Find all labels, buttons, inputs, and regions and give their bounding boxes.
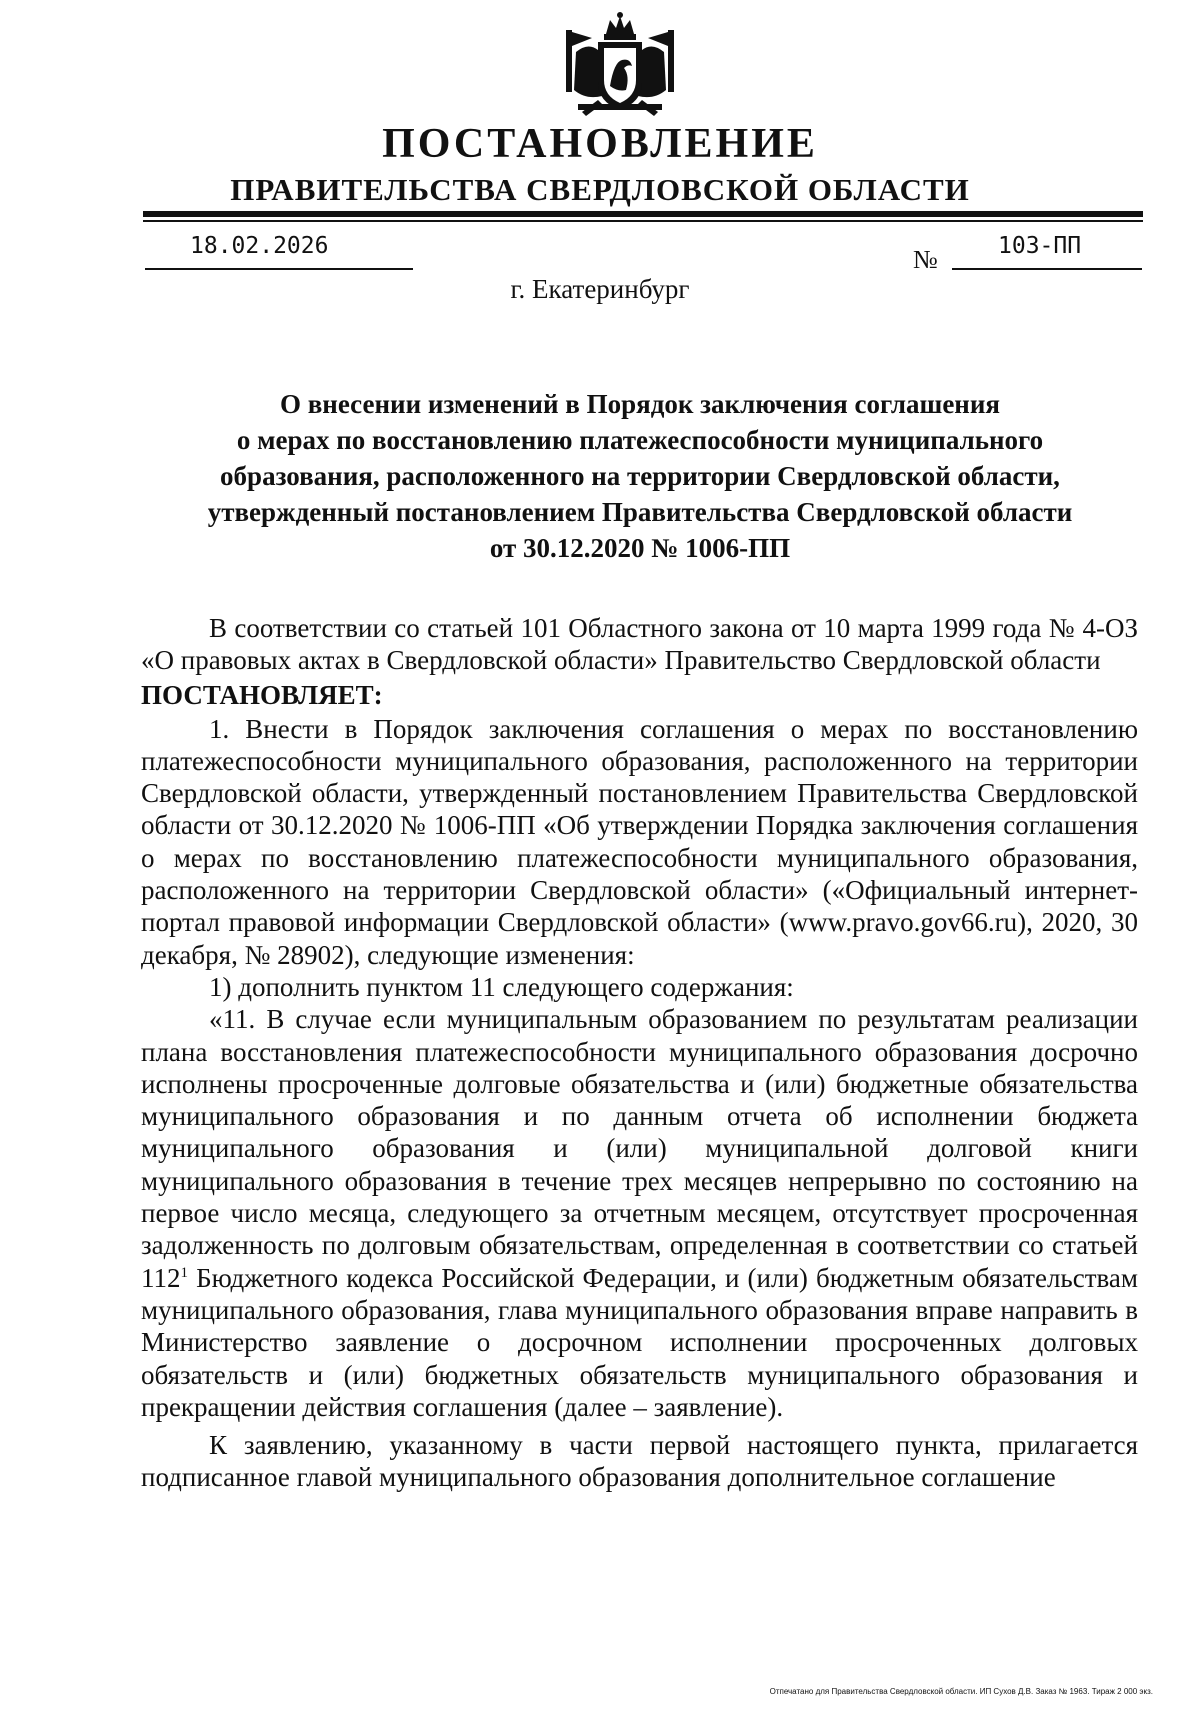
coat-of-arms-icon	[558, 12, 682, 120]
printing-imprint: Отпечатано для Правительства Свердловской области. ИП Сухов Д.В. Заказ № 1963. Тираж 2 000 экз.	[769, 1687, 1153, 1696]
document-body	[141, 612, 1138, 1494]
heading-line: образования, расположенного на территории Свердловской области,	[220, 461, 1060, 491]
document-date: 18.02.2026	[190, 233, 329, 259]
heading-line: от 30.12.2020 № 1006-ПП	[489, 533, 791, 563]
header-rule-thin	[143, 220, 1143, 222]
closing-paragraph: К заявлению, указанному в части первой настоящего пункта, прилагается подписанное главой муниципального образования дополнительное соглашение	[141, 1430, 1138, 1493]
number-field	[952, 232, 1142, 270]
document-heading	[140, 386, 1140, 566]
point-11-text: «11. В случае если муниципальным образованием по результатам реализации плана восстановления платежеспособности муниципального образования досрочно исполнены просроченные долговые обязательства и (или) бюджетные обязательства муниципального образования и по данным отчета об исполнении бюджета муниципального образования и (или) муниципальной долговой книги муниципального образования в течение трех месяцев непрерывно по состоянию на первое число месяца, следующего за отчетным месяцем, отсутствует просроченная задолженность по долговым обязательствам, определенная в соответствии со статьей 112	[141, 1004, 1138, 1293]
decree-word: ПОСТАНОВЛЯЕТ:	[141, 679, 383, 710]
item-1-paragraph: 1. Внести в Порядок заключения соглашения о мерах по восстановлению платежеспособности муниципального образования, расположенного на территории Свердловской области, утвержденный постановлением Правительства Свердловской области от 30.12.2020 № 1006-ПП «Об утверждении Порядка заключения соглашения о мерах по восстановлению платежеспособности муниципального образования, расположенного на территории Свердловской области» («Официальный интернет-портал правовой информации Свердловской области» (www.pravo.gov66.ru), 2020, 30 декабря, № 28902), следующие изменения:	[141, 713, 1138, 970]
heading-line: о мерах по восстановлению платежеспособности муниципального	[236, 425, 1044, 455]
subitem-1-paragraph: 1) дополнить пунктом 11 следующего содержания:	[209, 971, 794, 1002]
issuing-authority: ПРАВИТЕЛЬСТВА СВЕРДЛОВСКОЙ ОБЛАСТИ	[230, 172, 970, 207]
point-11-paragraph	[141, 1003, 1138, 1423]
heading-line: О внесении изменений в Порядок заключения соглашения	[279, 389, 1001, 419]
city: г. Екатеринбург	[510, 274, 690, 304]
article-superscript: 1	[180, 1264, 188, 1281]
document-type-title: ПОСТАНОВЛЕНИЕ	[382, 121, 818, 167]
number-sign: №	[913, 245, 938, 274]
header-rule-thick	[143, 211, 1143, 217]
point-11-text-continued: Бюджетного кодекса Российской Федерации, и (или) бюджетным обязательствам муниципального образования, глава муниципального образования вправе направить в Министерство заявление о досрочном исполнении просроченных долговых обязательств и (или) бюджетных обязательств муниципального образования и прекращении действия соглашения (далее – заявление).	[141, 1262, 1138, 1422]
heading-line: утвержденный постановлением Правительства Свердловской области	[207, 497, 1073, 527]
document-number: 103-ПП	[998, 233, 1082, 259]
preamble-paragraph: В соответствии со статьей 101 Областного закона от 10 марта 1999 года № 4-ОЗ «О правовых актах в Свердловской области» Правительство Свердловской области	[141, 613, 1138, 676]
date-field	[145, 232, 413, 270]
